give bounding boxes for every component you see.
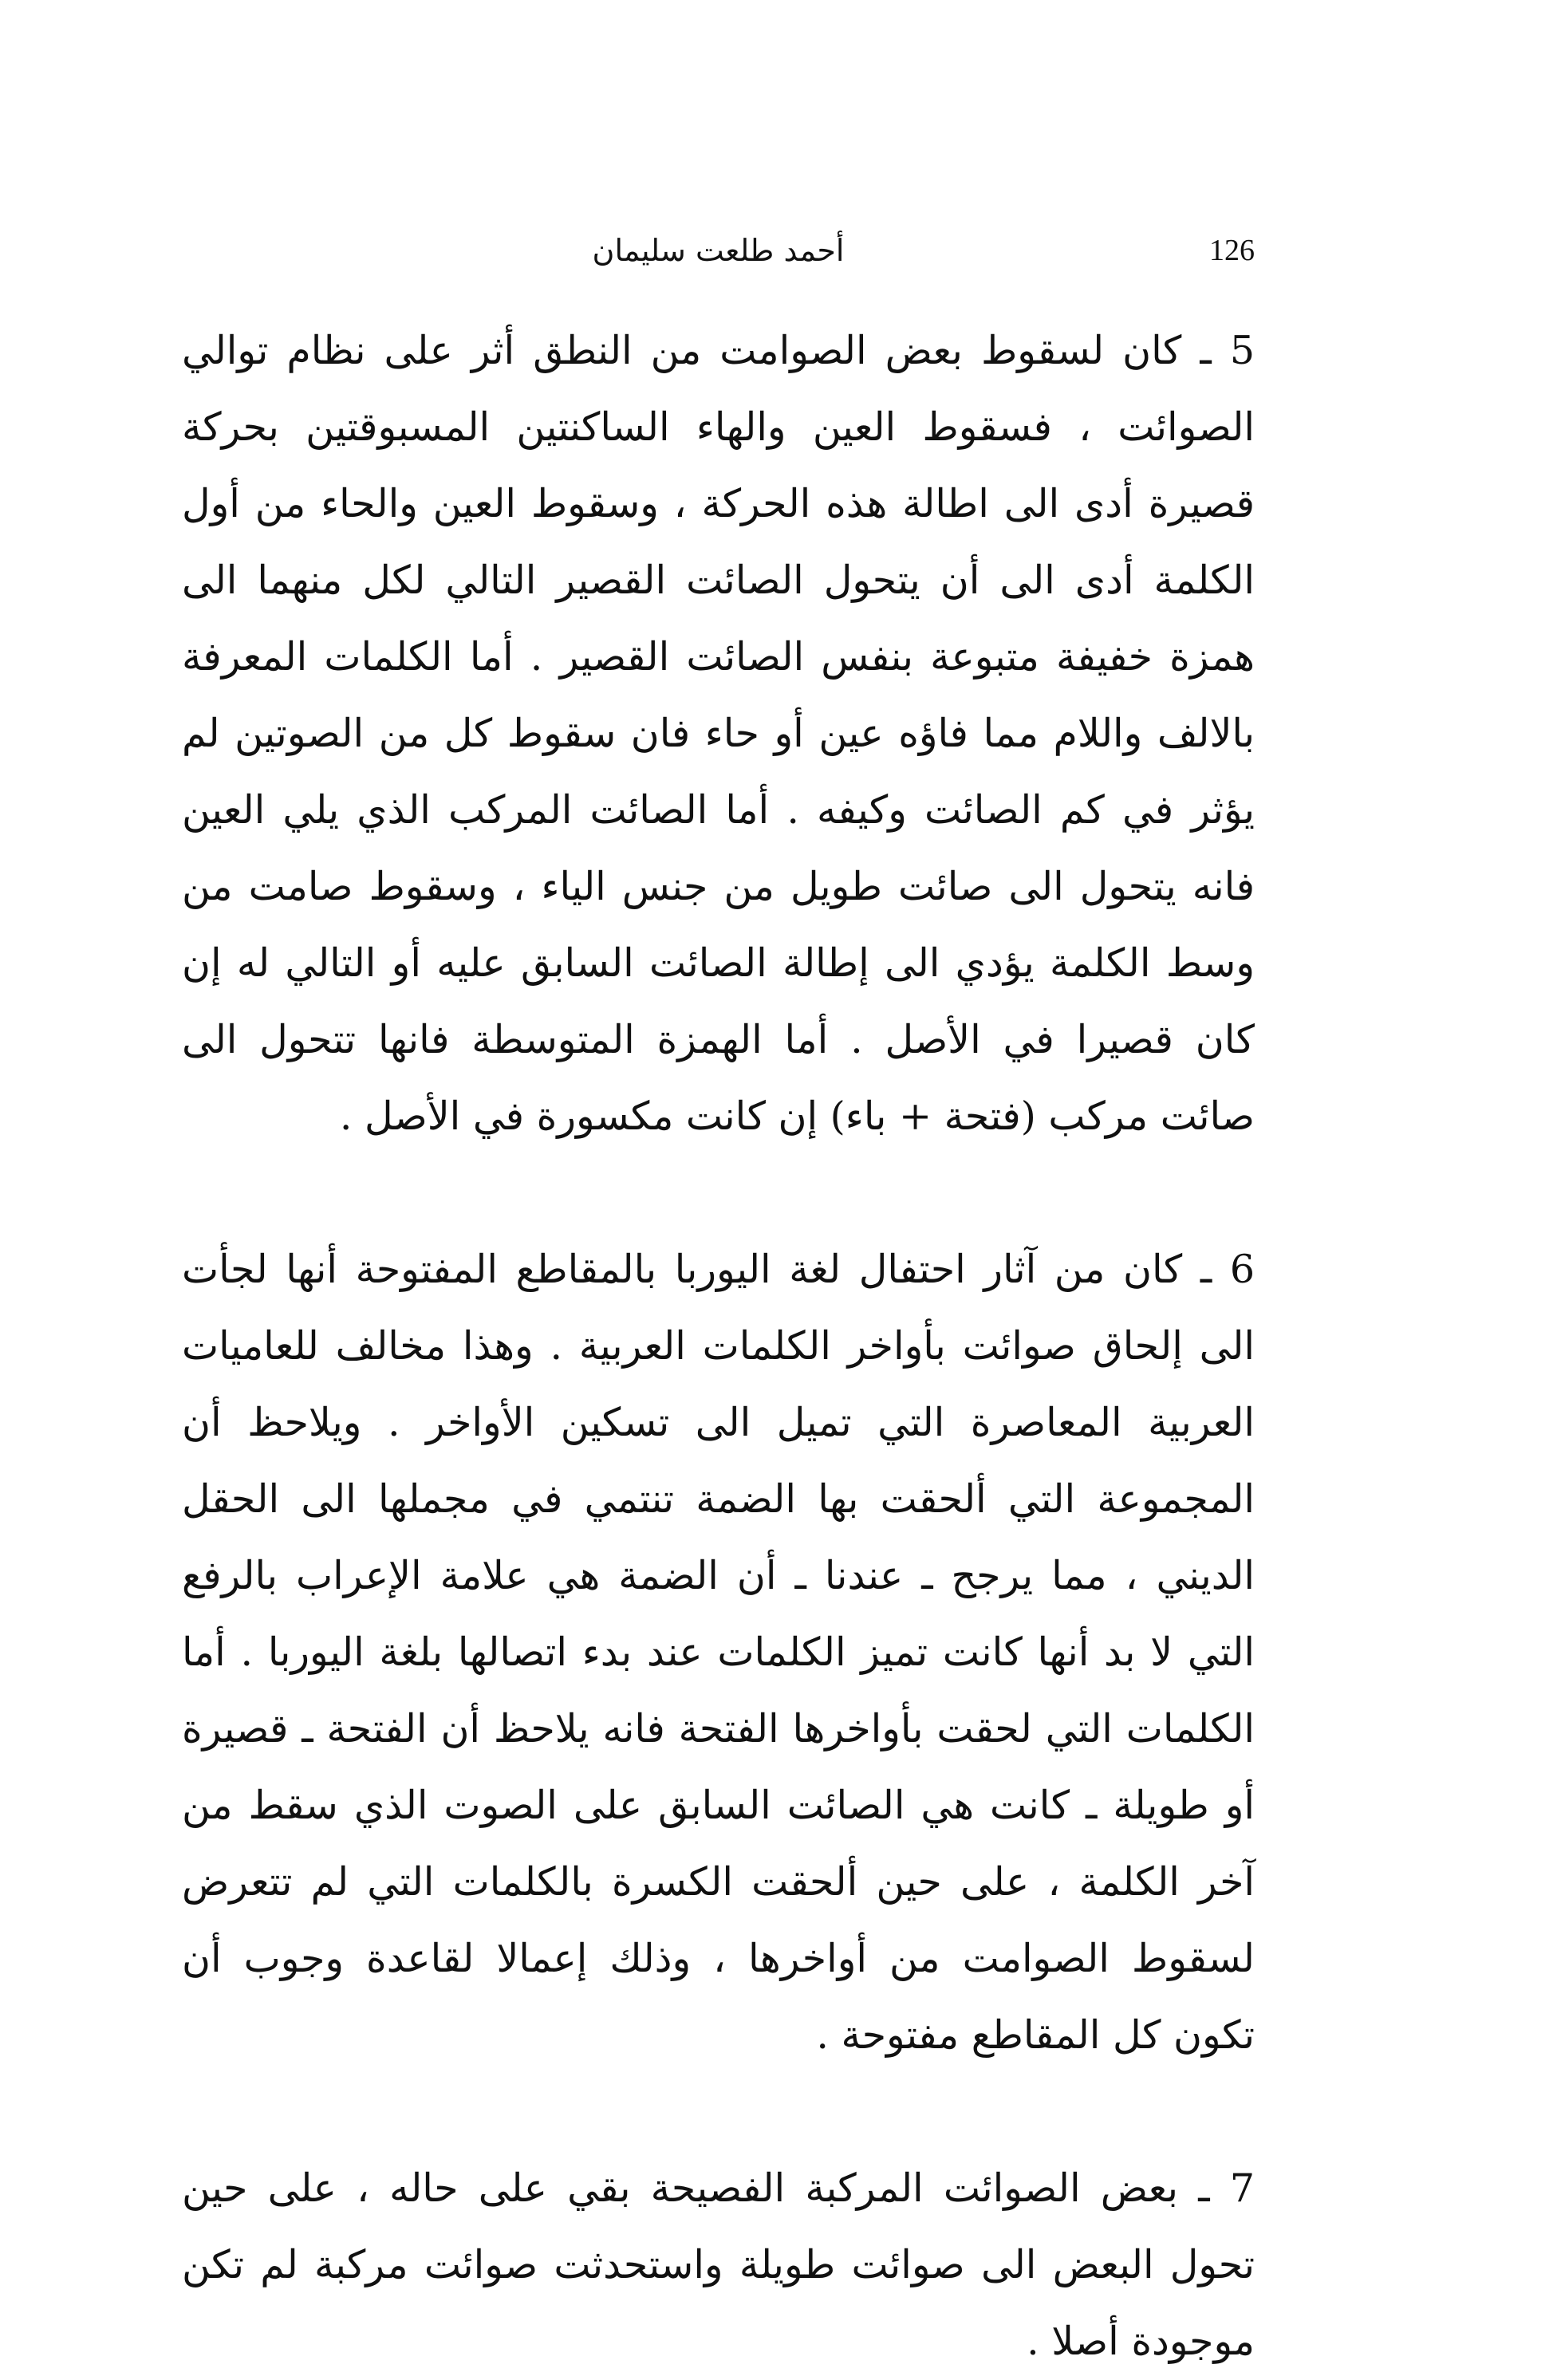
paragraph-number: 6 xyxy=(1229,1247,1255,1292)
paragraph-6 xyxy=(182,1231,1255,2074)
page-number: 126 xyxy=(1209,234,1255,267)
running-header xyxy=(182,227,1255,274)
paragraph-text: ـ كان لسقوط بعض الصوامت من النطق أثر على نظام توالي الصوائت ، فسقوط العين والهاء الساكنتين المسبوقتين بحركة قصيرة أدى الى اطالة هذه الحركة ، وسقوط العين والحاء من أول الكلمة أدى الى أن يتحول الصائت القصير التالي لكل منهما الى همزة خفيفة متبوعة بنفس الصائت القصير . أما الكلمات المعرفة بالالف واللام مما فاؤه عين أو حاء فان سقوط كل من الصوتين لم يؤثر في كم الصائت وكيفه . أما الصائت المركب الذي يلي العين فانه يتحول الى صائت طويل من جنس الياء ، وسقوط صامت من وسط الكلمة يؤدي الى إطالة الصائت السابق عليه أو التالي له إن كان قصيرا في الأصل . أما الهمزة المتوسطة فانها تتحول الى صائت مركب (فتحة + باء) إن كانت مكسورة في الأصل . xyxy=(182,328,1255,1139)
running-header-author: أحمد طلعت سليمان xyxy=(592,233,845,268)
paragraph-text: ـ بعض الصوائت المركبة الفصيحة بقي على حاله ، على حين تحول البعض الى صوائت طويلة واستحدثت صوائت مركبة لم تكن موجودة أصلا . xyxy=(182,2165,1255,2364)
paragraph-text: ـ كان من آثار احتفال لغة اليوربا بالمقاطع المفتوحة أنها لجأت الى إلحاق صوائت بأواخر الكلمات العربية . وهذا مخالف للعاميات العربية المعاصرة التي تميل الى تسكين الأواخر . ويلاحظ أن المجموعة التي ألحقت بها الضمة تنتمي في مجملها الى الحقل الديني ، مما يرجح ـ عندنا ـ أن الضمة هي علامة الإعراب بالرفع التي لا بد أنها كانت تميز الكلمات عند بدء اتصالها بلغة اليوربا . أما الكلمات التي لحقت بأواخرها الفتحة فانه يلاحظ أن الفتحة ـ قصيرة أو طويلة ـ كانت هي الصائت السابق على الصوت الذي سقط من آخر الكلمة ، على حين ألحقت الكسرة بالكلمات التي لم تتعرض لسقوط الصوامت من أواخرها ، وذلك إعمالا لقاعدة وجوب أن تكون كل المقاطع مفتوحة . xyxy=(182,1247,1255,2058)
paragraph-5 xyxy=(182,313,1255,1155)
body-text xyxy=(182,313,1255,2380)
paragraph-number: 5 xyxy=(1229,328,1255,373)
paragraph-number: 7 xyxy=(1229,2165,1255,2211)
paragraph-7 xyxy=(182,2150,1255,2380)
